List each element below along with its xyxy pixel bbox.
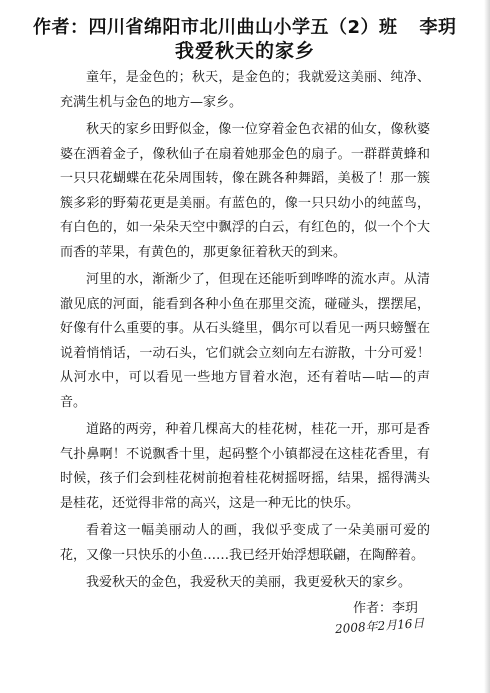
- school-class-line: 作者：四川省绵阳市北川曲山小学五（2）班: [33, 17, 398, 38]
- paragraph-4: 道路的两旁，种着几棵高大的桂花树，桂花一开，那可是香气扑鼻啊！不说飘香十里，起码整个小镇都浸在这桂花香里，有时候，孩子们会到桂花树前抱着桂花树摇呀摇，结果，摇得满头是桂花，还觉得非常的高兴，这是一种无比的快乐。: [60, 422, 430, 511]
- essay-body: [60, 66, 430, 599]
- paragraph-6: 我爱秋天的金色，我爱秋天的美丽，我更爱秋天的家乡。: [86, 575, 412, 590]
- handwritten-date: 2008年2月16日: [334, 615, 425, 637]
- paragraph-5: 看着这一幅美丽动人的画，我似乎变成了一朵美丽可爱的花，又像一只快乐的小鱼……我已经开始浮想联翩，在陶醉着。: [60, 523, 430, 563]
- paragraph-3: 河里的水，渐渐少了，但现在还能听到哗哗的流水声。从清澈见底的河面，能看到各种小鱼在那里交流，碰碰头，摆摆尾，好像有什么重要的事。从石头缝里，偶尔可以看见一两只螃蟹在说着悄悄话，一动石头，它们就会立刻向左右游散，十分可爱！从河水中，可以看见一些地方冒着水泡，还有着咕—咕—的声音。: [60, 272, 430, 410]
- header-author-name: 李玥: [419, 17, 457, 38]
- essay-title: 我爱秋天的家乡: [174, 40, 315, 62]
- paragraph-1: 童年，是金色的；秋天，是金色的；我就爱这美丽、纯净、充满生机与金色的地方—家乡。: [60, 70, 430, 110]
- paragraph-2: 秋天的家乡田野似金，像一位穿着金色衣裙的仙女，像秋婆婆在洒着金子，像秋仙子在扇着她那金色的扇子。一群群黄蜂和一只只花蝴蝶在花朵周围转，像在跳各种舞蹈，美极了！那一簇簇多彩的野菊花更是美丽。有蓝色的，像一只只幼小的纯蓝鸟，有白色的，如一朵朵天空中飘浮的白云，有红色的，似一个个大而香的苹果，有黄色的，那更象征着秋天的到来。: [60, 122, 430, 260]
- byline: 作者：李玥: [353, 601, 419, 616]
- scan-edge-shadow: [484, 0, 490, 693]
